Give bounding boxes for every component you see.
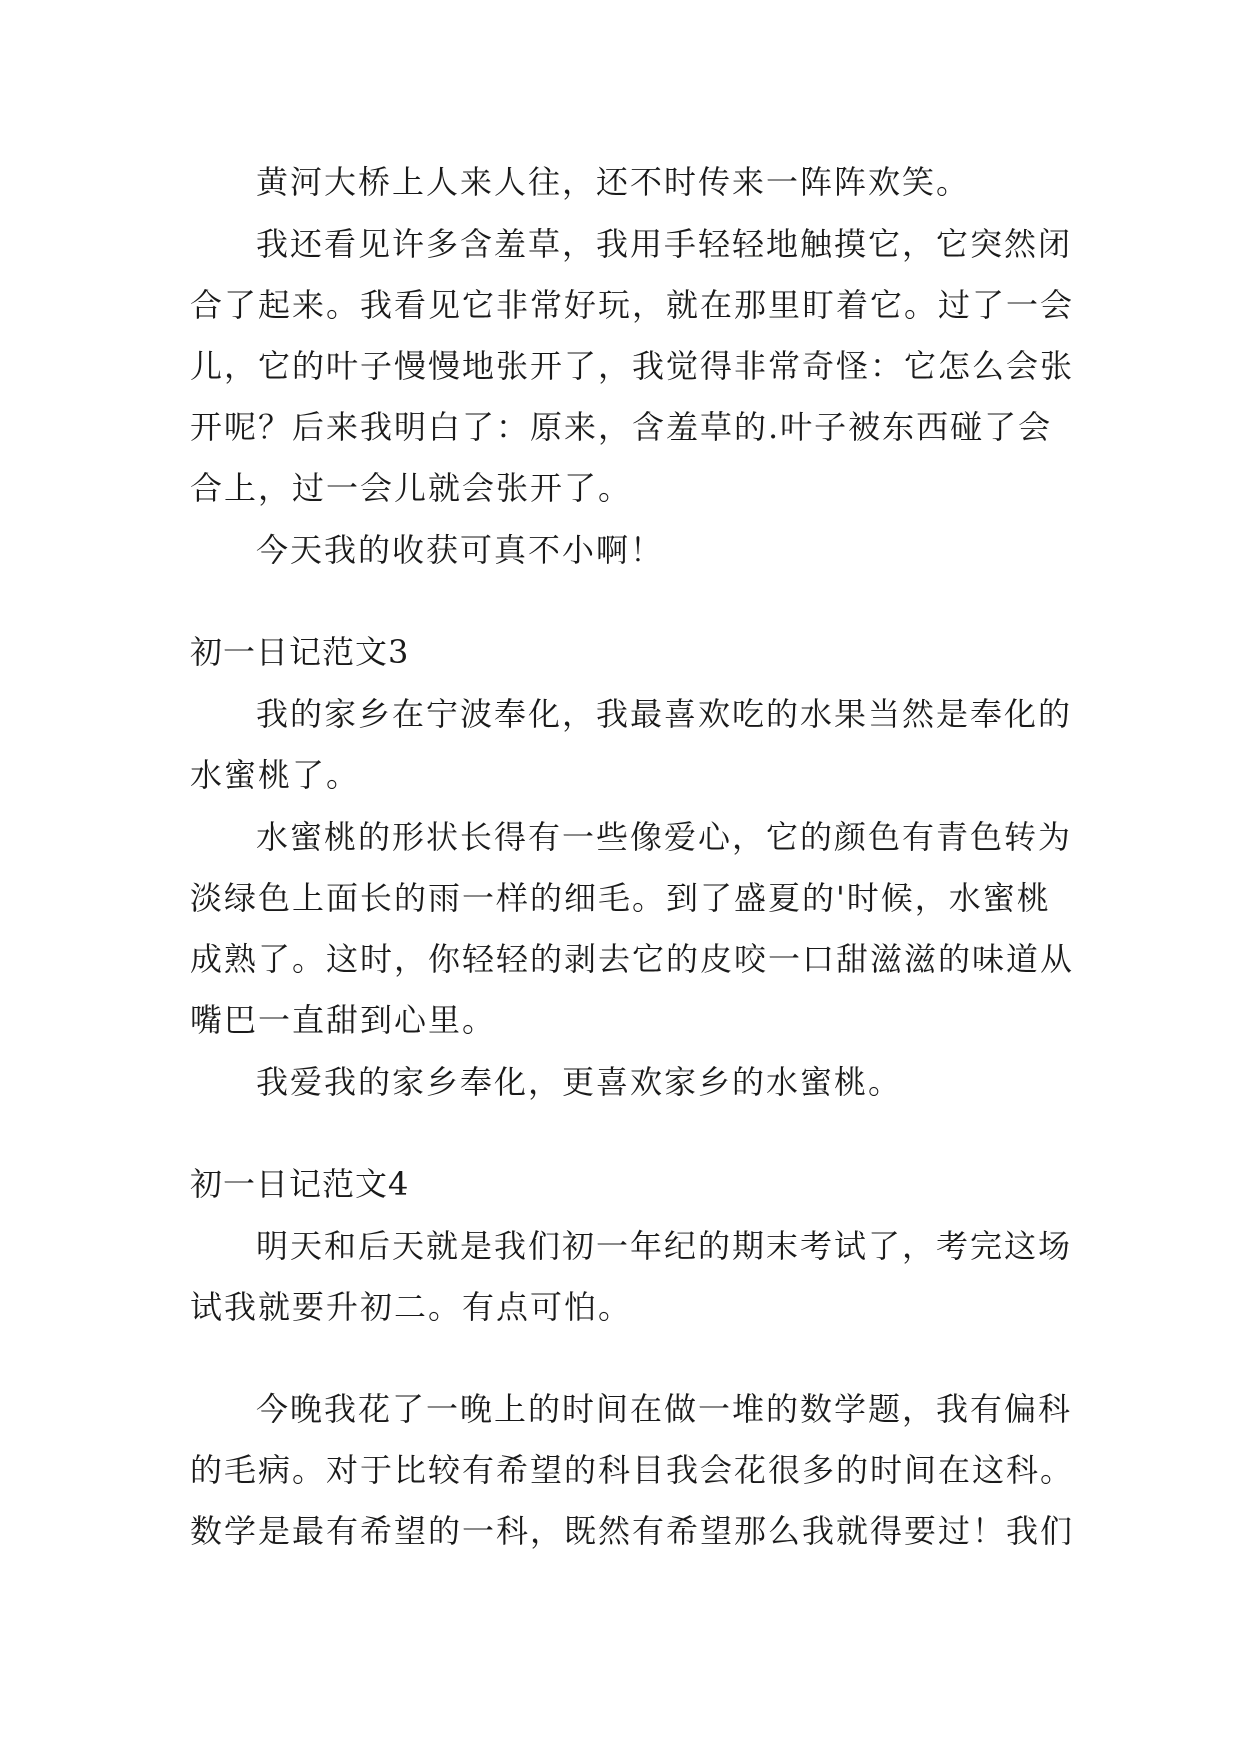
text-line: 今天我的收获可真不小啊！: [256, 531, 665, 569]
section-heading: 初一日记范文4: [190, 1165, 410, 1203]
section-heading: 初一日记范文3: [190, 633, 410, 671]
text-line: 水蜜桃了。: [190, 756, 361, 794]
text-line: 试我就要升初二。有点可怕。: [190, 1288, 633, 1326]
text-line: 成熟了。这时，你轻轻的剥去它的皮咬一口甜滋滋的味道从: [190, 940, 1075, 978]
text-line: 合上，过一会儿就会张开了。: [190, 469, 633, 507]
text-line: 明天和后天就是我们初一年纪的期末考试了，考完这场: [256, 1227, 1073, 1265]
text-line: 合了起来。我看见它非常好玩，就在那里盯着它。过了一会: [190, 286, 1075, 324]
text-line: 我还看见许多含羞草，我用手轻轻地触摸它，它突然闭: [256, 225, 1073, 263]
text-line: 淡绿色上面长的雨一样的细毛。到了盛夏的'时候，水蜜桃: [190, 879, 1051, 917]
text-line: 今晚我花了一晚上的时间在做一堆的数学题，我有偏科: [256, 1390, 1073, 1428]
text-line: 开呢？后来我明白了：原来，含羞草的.叶子被东西碰了会: [190, 408, 1053, 446]
text-line: 的毛病。对于比较有希望的科目我会花很多的时间在这科。: [190, 1451, 1075, 1489]
text-line: 数学是最有希望的一科，既然有希望那么我就得要过！我们: [190, 1512, 1075, 1550]
text-line: 我的家乡在宁波奉化，我最喜欢吃的水果当然是奉化的: [256, 695, 1073, 733]
text-line: 儿，它的叶子慢慢地张开了，我觉得非常奇怪：它怎么会张: [190, 347, 1075, 385]
text-line: 嘴巴一直甜到心里。: [190, 1001, 497, 1039]
text-line: 我爱我的家乡奉化，更喜欢家乡的水蜜桃。: [256, 1063, 903, 1101]
text-line: 黄河大桥上人来人往，还不时传来一阵阵欢笑。: [256, 163, 971, 201]
text-line: 水蜜桃的形状长得有一些像爱心，它的颜色有青色转为: [256, 818, 1073, 856]
